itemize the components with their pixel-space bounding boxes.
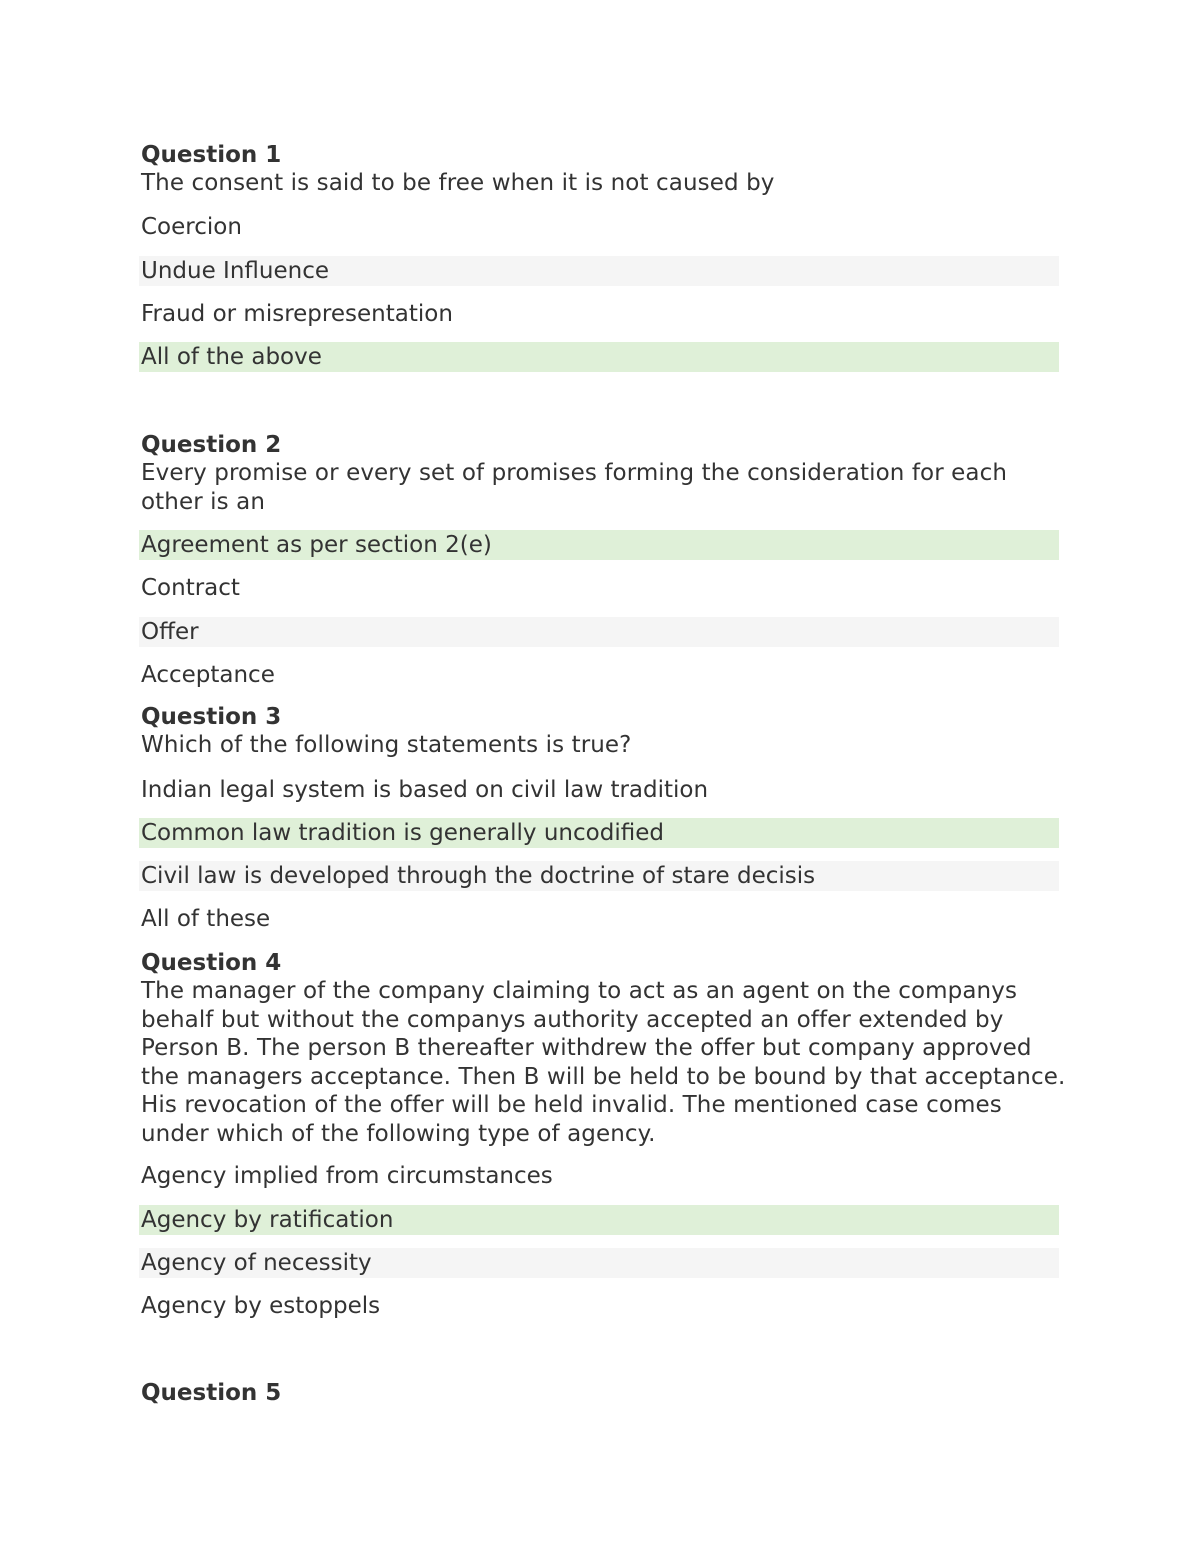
- question-2-text: Every promise or every set of promises forming the consideration for each other is an: [141, 460, 1008, 515]
- question-2-option-4: Acceptance: [141, 662, 275, 688]
- question-4-option-4: Agency by estoppels: [141, 1293, 381, 1319]
- question-3-option-2-highlighted: Common law tradition is generally uncodified: [139, 818, 1059, 848]
- question-4-text: The manager of the company claiming to act as an agent on the companys behalf but without the companys authority accepted an offer extended by Person B. The person B thereafter withdrew the offer but company approved the managers acceptance. Then B will be held to be bound by that acceptance. His revocation of the offer will be held invalid. The mentioned case comes under which of the following type of agency.: [141, 978, 1066, 1147]
- question-5-title: Question 5: [141, 1380, 282, 1406]
- question-3-title: Question 3: [141, 704, 282, 730]
- question-2-title: Question 2: [141, 432, 282, 458]
- question-3-option-3: Civil law is developed through the doctrine of stare decisis: [139, 861, 1059, 891]
- question-1-option-4-highlighted: All of the above: [139, 342, 1059, 372]
- question-4-title: Question 4: [141, 950, 282, 976]
- question-3-text: Which of the following statements is true?: [141, 732, 632, 758]
- question-1-option-2: Undue Influence: [139, 256, 1059, 286]
- question-4-option-1: Agency implied from circumstances: [141, 1163, 553, 1189]
- question-1-title: Question 1: [141, 142, 282, 168]
- question-1-text: The consent is said to be free when it is not caused by: [141, 170, 775, 196]
- question-3-option-4: All of these: [141, 906, 271, 932]
- question-3-option-1: Indian legal system is based on civil law tradition: [141, 777, 709, 803]
- question-4-option-3: Agency of necessity: [139, 1248, 1059, 1278]
- question-2-option-2: Contract: [141, 575, 240, 601]
- question-1-option-1: Coercion: [141, 214, 242, 240]
- question-2-option-3: Offer: [139, 617, 1059, 647]
- question-1-option-3: Fraud or misrepresentation: [141, 301, 453, 327]
- question-2-option-1-highlighted: Agreement as per section 2(e): [139, 530, 1059, 560]
- question-4-option-2-highlighted: Agency by ratification: [139, 1205, 1059, 1235]
